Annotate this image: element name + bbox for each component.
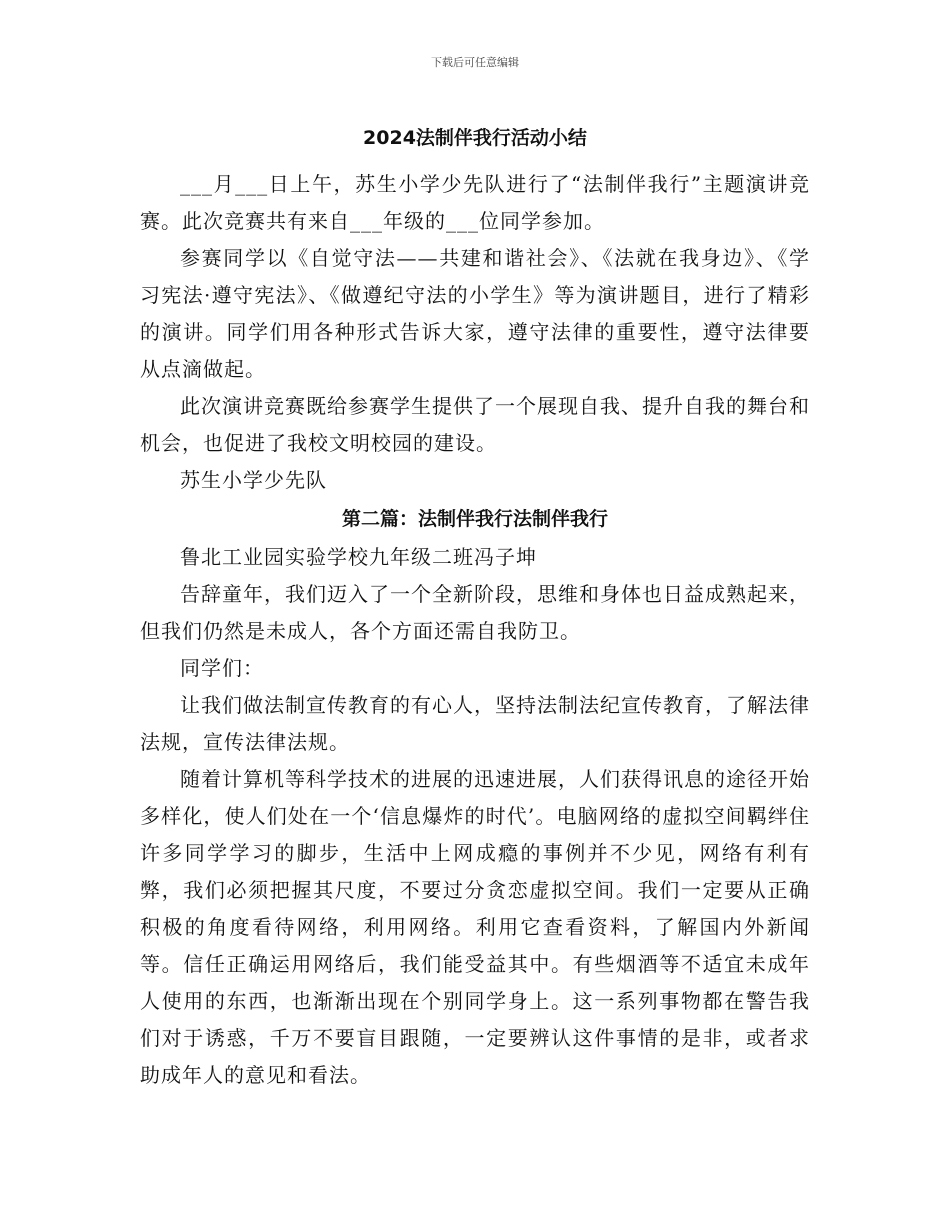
paragraph-5: 同学们： bbox=[180, 656, 264, 680]
paragraph-7: 随着计算机等科学技术的进展的迅速进展，人们获得讯息的途径开始多样化，使人们处在一个‘信息爆炸的时代’。电脑网络的虚拟空间羁绊住许多同学学习的脚步，生活中上网成瘾的事例并不少见，网络有利有弊，我们必须把握其尺度，不要过分贪恋虚拟空间。我们一定要从正确积极的角度看待网络，利用网络。利用它查看资料，了解国内外新闻等。信任正确运用网络后，我们能受益其中。有些烟酒等不适宜未成年人使用的东西，也渐渐出现在个别同学身上。这一系列事物都在警告我们对于诱惑，千万不要盲目跟随，一定要辨认这件事情的是非，或者求助成年人的意见和看法。 bbox=[140, 767, 810, 1087]
paragraph-1: ___月___日上午，苏生小学少先队进行了“法制伴我行”主题演讲竞赛。此次竞赛共有来自___年级的___位同学参加。 bbox=[140, 172, 810, 233]
paragraph-2: 参赛同学以《自觉守法——共建和谐社会》、《法就在我身边》、《学习宪法·遵守宪法》、《做遵纪守法的小学生》等为演讲题目，进行了精彩的演讲。同学们用各种形式告诉大家，遵守法律的重要性，遵守法律要从点滴做起。 bbox=[140, 246, 810, 381]
section-2-title: 第二篇：法制伴我行法制伴我行 bbox=[341, 508, 608, 530]
signature: 苏生小学少先队 bbox=[180, 468, 327, 492]
page-header-note: 下载后可任意编辑 bbox=[431, 56, 519, 69]
document-title: 2024法制伴我行活动小结 bbox=[363, 127, 587, 149]
paragraph-6: 让我们做法制宣传教育的有心人，坚持法制法纪宣传教育，了解法律法规，宣传法律法规。 bbox=[140, 693, 810, 754]
author-line: 鲁北工业园实验学校九年级二班冯子坤 bbox=[180, 545, 537, 569]
document-body bbox=[140, 118, 810, 1094]
paragraph-3: 此次演讲竞赛既给参赛学生提供了一个展现自我、提升自我的舞台和机会，也促进了我校文明校园的建设。 bbox=[140, 394, 810, 455]
paragraph-4: 告辞童年，我们迈入了一个全新阶段，思维和身体也日益成熟起来，但我们仍然是未成人，各个方面还需自我防卫。 bbox=[140, 582, 810, 643]
